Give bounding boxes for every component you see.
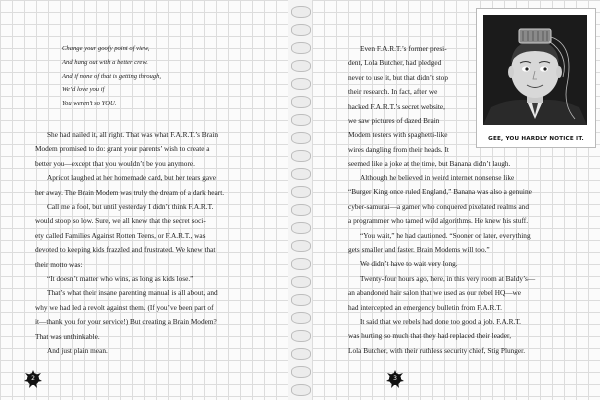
spine-ring	[291, 132, 311, 144]
text-line: seemed like a joke at the time, but Banana didn’t laugh.	[348, 159, 511, 169]
poem	[62, 42, 282, 111]
text-line: never to use it, but that didn’t stop	[348, 72, 448, 82]
spine-ring	[291, 204, 311, 216]
text-line: “Burger King once ruled England,” Banana was also a genuine	[348, 187, 532, 197]
spine-ring	[291, 96, 311, 108]
poem-line: You weren’t so YOU.	[62, 100, 117, 108]
text-line: Twenty-four hours ago, here, in this very room at Baldy’s—	[360, 273, 536, 283]
spine-ring	[291, 6, 311, 18]
left-page	[0, 0, 288, 400]
poem-line: And if none of that is getting through,	[62, 72, 162, 80]
text-line: why we had led a revolt against them. (If you’ve been part of	[35, 302, 214, 312]
brain-modem-tester-illustration	[483, 15, 587, 125]
spine-ring	[291, 240, 311, 252]
spine-ring	[291, 294, 311, 306]
page-number-label: 3	[393, 375, 397, 382]
text-line: hacked F.A.R.T.’s secret website,	[348, 101, 445, 111]
spine-ring	[291, 60, 311, 72]
text-line: Even F.A.R.T.’s former presi-	[360, 44, 447, 53]
text-line: would stoop so low. Sure, we all knew that the secret soci-	[35, 216, 206, 226]
text-line: Call me a fool, but until yesterday I didn’t think F.A.R.T.	[47, 202, 214, 212]
text-line: Modem promised to do: grant your parents’ wish to create a	[35, 144, 210, 154]
text-line: was hurting so much that they had replaced their leader,	[348, 331, 512, 341]
poem-line: And hang out with a better crew.	[62, 58, 148, 66]
spine-ring	[291, 114, 311, 126]
book-spine	[288, 0, 312, 400]
text-line: their research. In fact, after we	[348, 87, 438, 97]
text-line: Lola Butcher, with their ruthless security chief, Stig Plunger.	[348, 345, 526, 355]
spine-ring	[291, 258, 311, 270]
text-line: dent, Lola Butcher, had pledged	[348, 58, 442, 68]
text-line: “You wait,” he had cautioned. “Sooner or later, everything	[360, 230, 531, 240]
poem-line: We’d love you if	[62, 86, 105, 94]
text-line: And just plain mean.	[47, 346, 108, 356]
spine-ring	[291, 366, 311, 378]
right-page	[312, 0, 600, 400]
text-line: wires dangling from their heads. It	[348, 144, 449, 154]
text-line: a programmer who tamed wild algorithms. He knew his stuff.	[348, 216, 529, 226]
text-line: Although he believed in weird internet nonsense like	[360, 173, 515, 182]
photo-frame	[476, 8, 596, 148]
text-line: gets smaller and faster. Brain Modems will too.”	[348, 245, 490, 255]
text-line: we saw pictures of dazed Brain	[348, 116, 440, 126]
photo-caption: GEE, YOU HARDLY NOTICE IT.	[488, 136, 584, 142]
brain-modem-photo	[483, 15, 587, 125]
spine-ring	[291, 312, 311, 324]
text-line: an abandoned hair salon that we used as our rebel HQ—we	[348, 288, 522, 298]
text-line: her away. The Brain Modem was truly the dream of a dark heart.	[35, 187, 225, 197]
page-number	[26, 372, 40, 386]
text-line: cyber-samurai—a gamer who conquered pixelated realms and	[348, 201, 529, 211]
text-line: it—thank you for your service!) But creating a Brain Modem?	[35, 317, 217, 327]
spine-ring	[291, 78, 311, 90]
spine-ring	[291, 150, 311, 162]
text-line: their motto was:	[35, 259, 83, 269]
text-line: devoted to keeping kids frazzled and frustrated. We knew that	[35, 245, 216, 255]
text-line: had intercepted an emergency bulletin from F.A.R.T.	[348, 302, 502, 312]
text-line: That’s what their insane parenting manual is all about, and	[47, 288, 218, 298]
spine-ring	[291, 24, 311, 36]
text-line: better you—except that you wouldn’t be you anymore.	[35, 158, 195, 168]
left-body-text	[35, 128, 280, 359]
spine-ring	[291, 222, 311, 234]
spine-ring	[291, 168, 311, 180]
text-line: “It doesn’t matter who wins, as long as kids lose.”	[47, 274, 194, 284]
spine-ring	[291, 276, 311, 288]
text-line: We didn’t have to wait very long.	[360, 259, 458, 269]
spine-ring	[291, 384, 311, 396]
text-line: That was unthinkable.	[35, 331, 100, 341]
spine-ring	[291, 42, 311, 54]
text-line: Apricot laughed at her homemade card, but her tears gave	[47, 173, 216, 183]
spine-ring	[291, 348, 311, 360]
text-line: ety called Families Against Rotten Teens, or F.A.R.T., was	[35, 230, 206, 240]
spine-ring	[291, 330, 311, 342]
text-line: It said that we rebels had done too good a job. F.A.R.T.	[360, 317, 521, 327]
text-line: She had nailed it, all right. That was what F.A.R.T.’s Brain	[47, 130, 219, 139]
poem-line: Change your goofy point of view,	[62, 45, 150, 52]
right-body-text-bottom	[348, 171, 593, 358]
page-number	[388, 372, 402, 386]
spine-ring	[291, 186, 311, 198]
page-number-label: 2	[31, 375, 35, 382]
text-line: Modem testers with spaghetti-like	[348, 130, 448, 140]
